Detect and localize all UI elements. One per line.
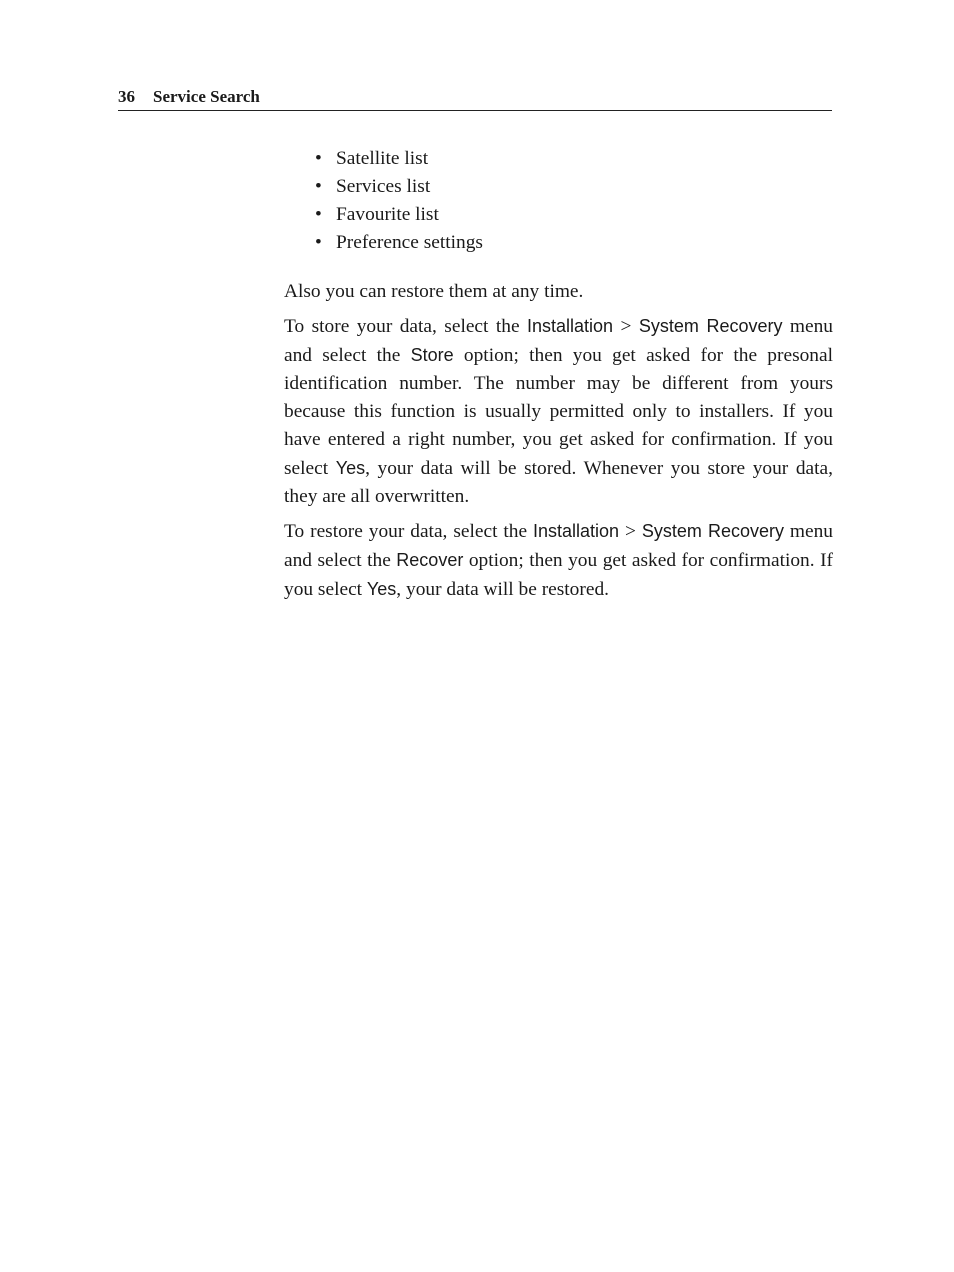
bullet-icon: • <box>315 148 322 169</box>
paragraph-restore-note: Also you can restore them at any time. <box>284 281 584 302</box>
menu-installation: Installation <box>533 521 620 541</box>
section-title: Service Search <box>153 87 260 106</box>
option-recover: Recover <box>396 550 464 570</box>
option-store: Store <box>410 345 454 365</box>
menu-system-recovery: System Recovery <box>641 521 784 541</box>
option-yes: Yes <box>366 579 397 599</box>
menu-installation: Installation <box>526 316 614 336</box>
running-header <box>118 86 832 111</box>
list-item: • Satellite list <box>284 145 833 173</box>
body-text <box>284 145 833 610</box>
bullet-icon: • <box>315 232 322 253</box>
bullet-icon: • <box>315 176 322 197</box>
list-item: • Preference settings <box>284 229 833 257</box>
paragraph-store-instructions: To store your data, select the Installation > System Recovery menu and select the Store option; then you get asked for the presonal identification number. The number may be different from yours because this function is usually permitted only to installers. If you have entered a right number, you get asked for confirmation. If you select Yes, your data will be stored. Whenever you store your data, they are all overwritten. <box>284 316 833 507</box>
bullet-icon: • <box>315 204 322 225</box>
list-item: • Favourite list <box>284 201 833 229</box>
menu-system-recovery: System Recovery <box>638 316 783 336</box>
data-items-list <box>284 145 833 257</box>
page-number: 36 <box>118 87 135 106</box>
paragraph-recover-instructions: To restore your data, select the Installation > System Recovery menu and select the Recover option; then you get asked for confirmation. If you select Yes, your data will be restored. <box>284 521 834 600</box>
option-yes: Yes <box>335 458 366 478</box>
list-item: • Services list <box>284 173 833 201</box>
